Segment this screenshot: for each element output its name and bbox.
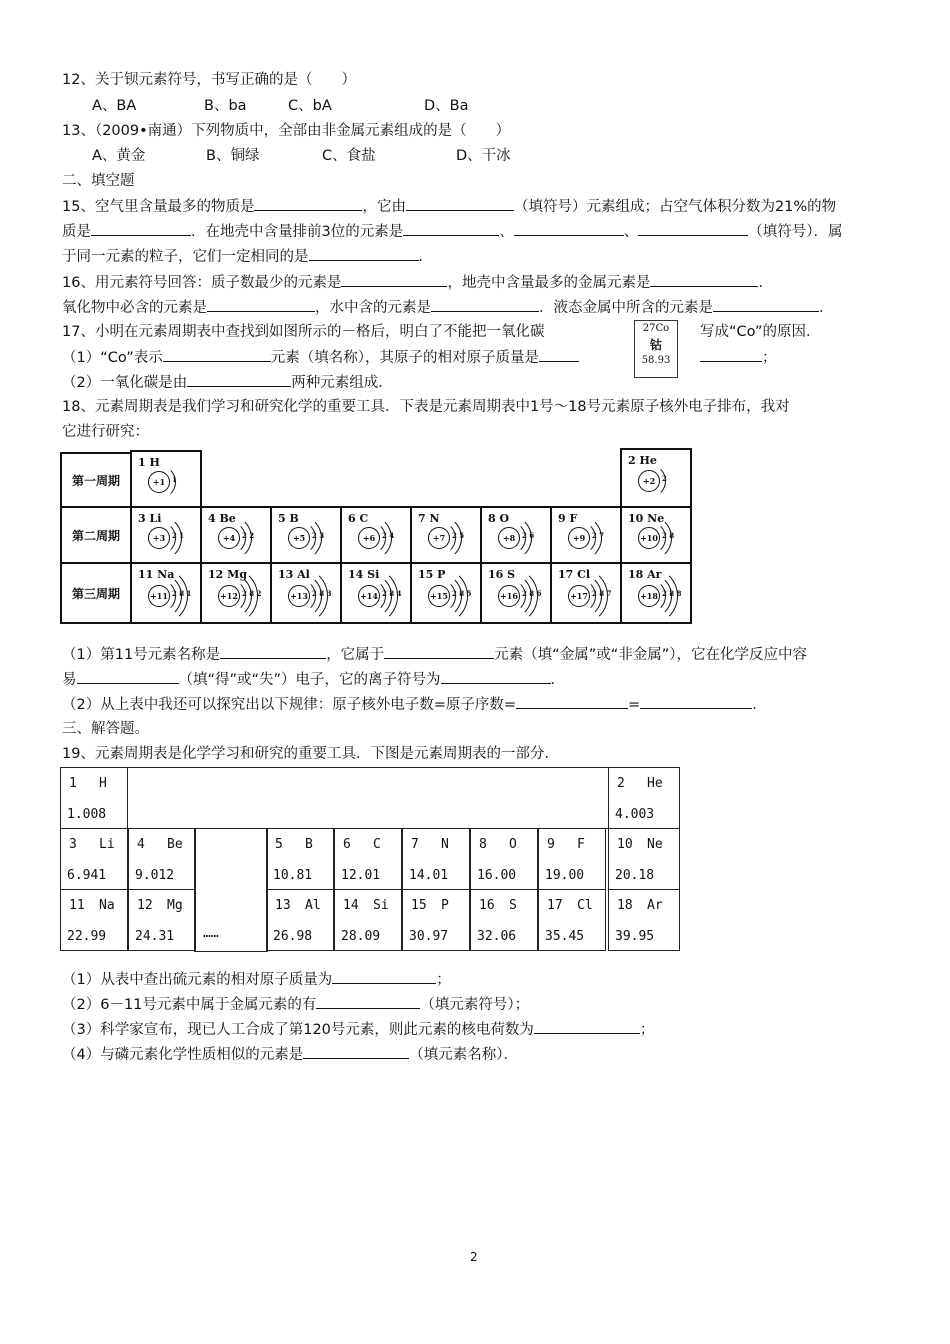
element-label: 4 Be bbox=[208, 512, 236, 525]
atomic-mass: 1.008 bbox=[67, 807, 107, 822]
electron-counts: 2 3 bbox=[312, 531, 325, 540]
element-label: 18 Ar bbox=[628, 568, 662, 581]
electron-counts: 2 bbox=[662, 474, 667, 483]
answer-blank[interactable] bbox=[534, 1019, 640, 1034]
element-label: 15 P bbox=[418, 568, 446, 581]
atomic-mass: 6.941 bbox=[67, 868, 107, 883]
text: ．液态金属中所含的元素是 bbox=[539, 300, 713, 316]
element-label: 5 B bbox=[278, 512, 299, 525]
element-symbol: Ar bbox=[647, 898, 663, 913]
element-symbol: Si bbox=[373, 898, 389, 913]
periodic-table-excerpt bbox=[60, 767, 680, 951]
text: 、 bbox=[499, 224, 514, 240]
q15-line2 bbox=[62, 221, 842, 242]
nucleus: +9 bbox=[568, 527, 590, 549]
element-symbol: H bbox=[99, 776, 107, 791]
atomic-mass: 30.97 bbox=[409, 929, 449, 944]
text: （填符号）．属 bbox=[748, 224, 843, 240]
element-cell bbox=[128, 828, 196, 890]
answer-blank[interactable] bbox=[514, 221, 624, 236]
nucleus: +1 bbox=[148, 471, 170, 493]
answer-blank[interactable] bbox=[640, 694, 752, 709]
atom-diagram-cell bbox=[340, 506, 412, 564]
text: （2）6－11号元素中属于金属元素的有 bbox=[62, 997, 317, 1013]
atom-diagram-cell bbox=[130, 450, 202, 508]
element-cell bbox=[266, 828, 334, 890]
atomic-number: 4 bbox=[137, 837, 145, 852]
section-title: 二、填空题 bbox=[62, 173, 135, 189]
text: （填符号）元素组成；占空气体积分数为21%的物 bbox=[513, 199, 837, 215]
q17-line1-end: 写成“Co”的原因． bbox=[700, 324, 821, 340]
element-symbol: Cl bbox=[577, 898, 593, 913]
text: ； bbox=[639, 1022, 655, 1038]
option[interactable]: D、Ba bbox=[424, 98, 469, 114]
electron-counts: 2 8 7 bbox=[592, 589, 612, 598]
nucleus: +11 bbox=[148, 585, 170, 607]
q18-answer1 bbox=[62, 644, 807, 665]
nucleus: +3 bbox=[148, 527, 170, 549]
answer-blank[interactable] bbox=[91, 221, 191, 236]
element-symbol: Al bbox=[305, 898, 321, 913]
nucleus: +6 bbox=[358, 527, 380, 549]
text: ，它由 bbox=[362, 199, 406, 215]
atomic-mass: 32.06 bbox=[477, 929, 517, 944]
element-symbol: N bbox=[441, 837, 449, 852]
element-label: 12 Mg bbox=[208, 568, 248, 581]
answer-blank[interactable] bbox=[207, 297, 315, 312]
atom-diagram-cell bbox=[340, 562, 412, 624]
atom-diagram-cell bbox=[130, 506, 202, 564]
atomic-number: 11 bbox=[69, 898, 85, 913]
answer-blank[interactable] bbox=[403, 221, 499, 236]
atomic-mass: 16.00 bbox=[477, 868, 517, 883]
electron-counts: 2 8 8 bbox=[662, 589, 682, 598]
option[interactable]: B、铜绿 bbox=[206, 148, 260, 164]
answer-blank[interactable] bbox=[316, 994, 420, 1009]
atomic-number: 8 bbox=[479, 837, 487, 852]
element-symbol: S bbox=[509, 898, 517, 913]
electron-counts: 2 6 bbox=[522, 531, 535, 540]
q19-s1 bbox=[62, 969, 451, 990]
text: 质是 bbox=[62, 224, 91, 240]
electron-counts: 2 5 bbox=[452, 531, 465, 540]
electron-counts: 2 8 2 bbox=[242, 589, 262, 598]
element-symbol: P bbox=[441, 898, 449, 913]
answer-blank[interactable] bbox=[303, 1044, 409, 1059]
element-cell bbox=[402, 828, 470, 890]
answer-blank[interactable] bbox=[309, 246, 419, 261]
text: ，水中含的元素是 bbox=[315, 300, 431, 316]
text: ． bbox=[550, 672, 566, 688]
element-cell bbox=[402, 889, 470, 951]
atomic-mass: 20.18 bbox=[615, 868, 655, 883]
answer-blank[interactable] bbox=[163, 347, 271, 362]
element-symbol: He bbox=[647, 776, 663, 791]
atomic-number: 14 bbox=[343, 898, 359, 913]
text: （填元素名称）． bbox=[409, 1047, 518, 1063]
element-cell bbox=[608, 828, 680, 890]
q19-s2 bbox=[62, 994, 529, 1015]
element-cell bbox=[334, 828, 402, 890]
electron-shell bbox=[632, 464, 666, 498]
text: ； bbox=[436, 972, 451, 988]
element-label: 1 H bbox=[138, 456, 160, 469]
electron-counts: 1 bbox=[172, 475, 177, 484]
atom-diagram-cell bbox=[480, 562, 552, 624]
text: ．在地壳中含量排前3位的元素是 bbox=[191, 224, 404, 240]
text: ． bbox=[758, 275, 773, 291]
q17-line1: 17、小明在元素周期表中查找到如图所示的－格后，明白了不能把一氧化碳 bbox=[62, 324, 545, 340]
element-symbol: Na bbox=[99, 898, 115, 913]
answer-blank[interactable] bbox=[77, 669, 179, 684]
q19-line1: 19、元素周期表是化学学习和研究的重要工具．下图是元素周期表的一部分． bbox=[62, 746, 559, 762]
nucleus: +14 bbox=[358, 585, 380, 607]
electron-counts: 2 8 3 bbox=[312, 589, 332, 598]
atomic-mass: 9.012 bbox=[135, 868, 175, 883]
q12-stem: 12、关于钡元素符号，书写正确的是（ ） bbox=[62, 72, 356, 88]
atomic-mass: 12.01 bbox=[341, 868, 381, 883]
nucleus: +13 bbox=[288, 585, 310, 607]
element-label: 17 Cl bbox=[558, 568, 591, 581]
element-cell bbox=[538, 889, 606, 951]
q18-line1: 18、元素周期表是我们学习和研究化学的重要工具．下表是元素周期表中1号～18号元素原子核外电子排布，我对 bbox=[62, 399, 790, 415]
nucleus: +15 bbox=[428, 585, 450, 607]
answer-blank[interactable] bbox=[713, 297, 819, 312]
element-cell bbox=[266, 889, 334, 951]
electron-configuration-table bbox=[60, 444, 690, 624]
text: 15、空气里含量最多的物质是 bbox=[62, 199, 255, 215]
atom-diagram-cell bbox=[200, 506, 272, 564]
text: 易 bbox=[62, 672, 77, 688]
atomic-mass: 26.98 bbox=[273, 929, 313, 944]
atom-diagram-cell bbox=[550, 506, 622, 564]
atomic-number: 12 bbox=[137, 898, 153, 913]
nucleus: +8 bbox=[498, 527, 520, 549]
atomic-mass: 4.003 bbox=[615, 807, 655, 822]
option[interactable]: D、干冰 bbox=[456, 148, 511, 164]
top-gap bbox=[128, 767, 608, 829]
element-symbol: Ne bbox=[647, 837, 663, 852]
atomic-mass: 24.31 bbox=[135, 929, 175, 944]
option[interactable]: C、bA bbox=[288, 98, 332, 114]
electron-counts: 2 8 4 bbox=[382, 589, 402, 598]
electron-counts: 2 8 6 bbox=[522, 589, 542, 598]
atomic-number: 9 bbox=[547, 837, 555, 852]
atom-diagram-cell bbox=[480, 506, 552, 564]
period-label: 第一周期 bbox=[60, 452, 132, 508]
element-cell bbox=[60, 889, 128, 951]
nucleus: +16 bbox=[498, 585, 520, 607]
answer-blank[interactable] bbox=[638, 221, 748, 236]
q15-line3 bbox=[62, 246, 433, 267]
element-cell bbox=[60, 828, 128, 890]
atomic-number: 10 bbox=[617, 837, 633, 852]
nucleus: +2 bbox=[638, 470, 660, 492]
element-label: 2 He bbox=[628, 454, 657, 467]
atomic-mass: 35.45 bbox=[545, 929, 585, 944]
element-cell bbox=[128, 889, 196, 951]
q16-line2 bbox=[62, 297, 834, 318]
atomic-number: 6 bbox=[343, 837, 351, 852]
element-cell bbox=[60, 767, 128, 829]
q18-line2: 它进行研究： bbox=[62, 424, 149, 440]
q19-s4 bbox=[62, 1044, 518, 1065]
cobalt-element-cell bbox=[634, 320, 678, 378]
atom-diagram-cell bbox=[620, 506, 692, 564]
element-cell bbox=[608, 889, 680, 951]
text: 两种元素组成． bbox=[291, 375, 393, 391]
text: 于同一元素的粒子，它们一定相同的是 bbox=[62, 249, 309, 265]
q17-line2-end bbox=[700, 347, 777, 368]
q18-answer3 bbox=[62, 694, 767, 715]
nucleus: +17 bbox=[568, 585, 590, 607]
atom-diagram-cell bbox=[620, 562, 692, 624]
q17-line2 bbox=[62, 347, 579, 368]
atomic-number: 2 bbox=[617, 776, 625, 791]
atomic-number: 18 bbox=[617, 898, 633, 913]
nucleus: +7 bbox=[428, 527, 450, 549]
answer-blank[interactable] bbox=[516, 694, 628, 709]
q13-options bbox=[92, 146, 511, 166]
cell-number-symbol: 27Co bbox=[642, 323, 670, 334]
text: = bbox=[628, 697, 641, 713]
element-cell bbox=[608, 767, 680, 829]
element-cell bbox=[334, 889, 402, 951]
element-symbol: B bbox=[305, 837, 313, 852]
ellipsis: …… bbox=[203, 926, 219, 941]
answer-blank[interactable] bbox=[406, 196, 514, 211]
element-label: 6 C bbox=[348, 512, 369, 525]
element-label: 11 Na bbox=[138, 568, 175, 581]
answer-blank[interactable] bbox=[341, 272, 447, 287]
element-symbol: C bbox=[373, 837, 381, 852]
q18-answer2 bbox=[62, 669, 565, 690]
text: ． bbox=[418, 249, 433, 265]
electron-counts: 2 8 1 bbox=[172, 589, 192, 598]
option[interactable]: A、黄金 bbox=[92, 148, 146, 164]
text: ，它属于 bbox=[326, 647, 385, 663]
atomic-number: 5 bbox=[275, 837, 283, 852]
text: （3）科学家宣布，现已人工合成了第120号元素，则此元素的核电荷数为 bbox=[62, 1022, 534, 1038]
text: （1）第11号元素名称是 bbox=[62, 647, 221, 663]
q12-options bbox=[92, 96, 469, 116]
element-symbol: O bbox=[509, 837, 517, 852]
electron-counts: 2 8 bbox=[662, 531, 675, 540]
answer-blank[interactable] bbox=[187, 372, 291, 387]
element-cell bbox=[470, 889, 538, 951]
text: ； bbox=[762, 350, 777, 366]
atomic-number: 1 bbox=[69, 776, 77, 791]
answer-blank[interactable] bbox=[650, 272, 758, 287]
q13-stem: 13、（2009•南通）下列物质中，全部由非金属元素组成的是（ ） bbox=[62, 123, 511, 139]
text: 、 bbox=[623, 224, 639, 240]
answer-blank[interactable] bbox=[441, 669, 551, 684]
element-symbol: Be bbox=[167, 837, 183, 852]
period-label: 第二周期 bbox=[60, 506, 132, 564]
element-label: 3 Li bbox=[138, 512, 162, 525]
option[interactable]: B、ba bbox=[204, 98, 247, 114]
answer-blank[interactable] bbox=[332, 969, 436, 984]
electron-counts: 2 1 bbox=[172, 531, 185, 540]
answer-blank[interactable] bbox=[539, 347, 579, 362]
atom-diagram-cell bbox=[200, 562, 272, 624]
text: 氧化物中必含的元素是 bbox=[62, 300, 207, 316]
text: （1）“Co”表示 bbox=[62, 350, 163, 366]
element-label: 10 Ne bbox=[628, 512, 665, 525]
atomic-mass: 19.00 bbox=[545, 868, 585, 883]
answer-blank[interactable] bbox=[700, 347, 762, 362]
electron-counts: 2 7 bbox=[592, 531, 605, 540]
atom-diagram-cell bbox=[270, 506, 342, 564]
text: （2）从上表中我还可以探究出以下规律：原子核外电子数=原子序数= bbox=[62, 697, 517, 713]
q16-line1 bbox=[62, 272, 773, 293]
atomic-mass: 14.01 bbox=[409, 868, 449, 883]
atomic-number: 13 bbox=[275, 898, 291, 913]
nucleus: +4 bbox=[218, 527, 240, 549]
section-title: 三、解答题。 bbox=[62, 721, 149, 737]
atom-diagram-cell bbox=[410, 562, 482, 624]
cell-mass: 58.93 bbox=[641, 355, 671, 366]
element-cell bbox=[538, 828, 606, 890]
element-label: 7 N bbox=[418, 512, 440, 525]
gap-cell bbox=[194, 828, 268, 952]
text: （填元素符号）； bbox=[420, 997, 530, 1013]
atomic-number: 16 bbox=[479, 898, 495, 913]
element-label: 14 Si bbox=[348, 568, 380, 581]
element-label: 8 O bbox=[488, 512, 510, 525]
element-label: 13 Al bbox=[278, 568, 310, 581]
atomic-mass: 10.81 bbox=[273, 868, 313, 883]
answer-blank[interactable] bbox=[220, 644, 326, 659]
atomic-mass: 39.95 bbox=[615, 929, 655, 944]
electron-shell bbox=[142, 465, 176, 499]
atom-diagram-cell bbox=[550, 562, 622, 624]
text: （4）与磷元素化学性质相似的元素是 bbox=[62, 1047, 304, 1063]
atom-diagram-cell bbox=[620, 448, 692, 508]
electron-counts: 2 4 bbox=[382, 531, 395, 540]
q17-line3 bbox=[62, 372, 393, 393]
nucleus: +5 bbox=[288, 527, 310, 549]
q19-s3 bbox=[62, 1019, 654, 1040]
text: ． bbox=[752, 697, 767, 713]
element-symbol: Li bbox=[99, 837, 115, 852]
atomic-number: 3 bbox=[69, 837, 77, 852]
atom-diagram-cell bbox=[270, 562, 342, 624]
nucleus: +12 bbox=[218, 585, 240, 607]
atomic-number: 7 bbox=[411, 837, 419, 852]
text: 16、用元素符号回答：质子数最少的元素是 bbox=[62, 275, 342, 291]
text: 元素（填“金属”或“非金属”），它在化学反应中容 bbox=[494, 647, 807, 663]
nucleus: +18 bbox=[638, 585, 660, 607]
element-label: 16 S bbox=[488, 568, 516, 581]
option[interactable]: C、食盐 bbox=[322, 148, 376, 164]
element-symbol: Mg bbox=[167, 898, 183, 913]
element-label: 9 F bbox=[558, 512, 578, 525]
atomic-number: 17 bbox=[547, 898, 563, 913]
q15-line1 bbox=[62, 196, 836, 217]
cell-name: 钴 bbox=[649, 338, 662, 352]
text: 元素（填名称），其原子的相对原子质量是 bbox=[270, 350, 539, 366]
element-symbol: F bbox=[577, 837, 585, 852]
text: （填“得”或“失”）电子，它的离子符号为 bbox=[178, 672, 441, 688]
atom-diagram-cell bbox=[130, 562, 202, 624]
atom-diagram-cell bbox=[410, 506, 482, 564]
answer-blank[interactable] bbox=[384, 644, 494, 659]
text: ，地壳中含量最多的金属元素是 bbox=[447, 275, 651, 291]
option[interactable]: A、BA bbox=[92, 98, 137, 114]
text: （1）从表中查出硫元素的相对原子质量为 bbox=[62, 972, 333, 988]
element-cell bbox=[470, 828, 538, 890]
electron-counts: 2 2 bbox=[242, 531, 255, 540]
period-label: 第三周期 bbox=[60, 562, 132, 624]
text: ． bbox=[819, 300, 834, 316]
atomic-mass: 28.09 bbox=[341, 929, 381, 944]
atomic-number: 15 bbox=[411, 898, 427, 913]
answer-blank[interactable] bbox=[254, 196, 362, 211]
answer-blank[interactable] bbox=[431, 297, 539, 312]
electron-counts: 2 8 5 bbox=[452, 589, 472, 598]
text: （2）一氧化碳是由 bbox=[62, 375, 188, 391]
atomic-mass: 22.99 bbox=[67, 929, 107, 944]
page-number: 2 bbox=[470, 1250, 478, 1264]
nucleus: +10 bbox=[638, 527, 660, 549]
